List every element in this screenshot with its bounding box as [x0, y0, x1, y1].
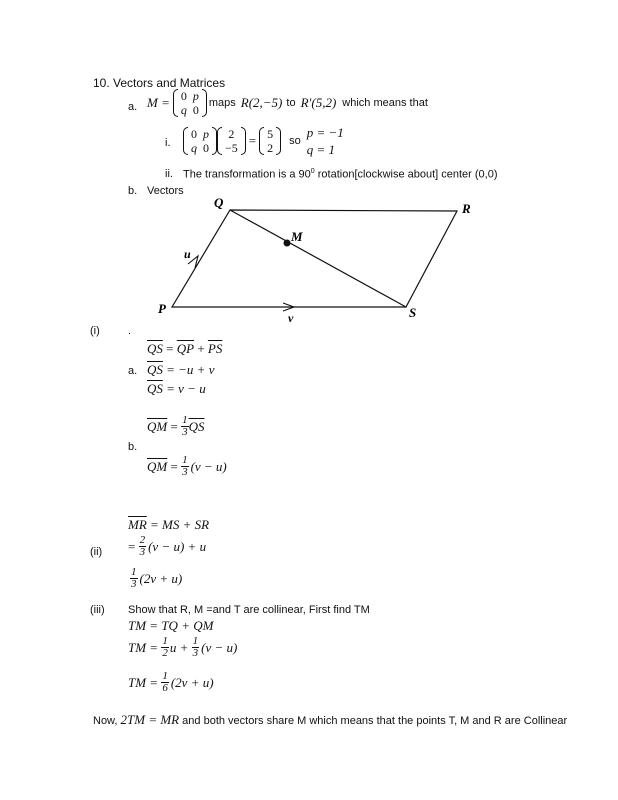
point-r: R(2,−5)	[240, 95, 283, 110]
qs-eq3-rhs: = v − u	[162, 381, 206, 396]
tm-eq3-lhs: TM =	[128, 674, 162, 690]
qp-vec: $\overline{QP}$	[176, 341, 195, 356]
sub-ii-text-before: The transformation is a 90	[183, 168, 311, 181]
fraction-one-third-4	[192, 636, 200, 659]
conclusion	[93, 712, 567, 728]
m2-a12: p	[203, 127, 209, 141]
mr-equation-3	[130, 567, 182, 590]
qs-eq1-equals: =	[162, 341, 177, 356]
sub-i-label: i.	[165, 137, 171, 149]
m2-a21: q	[191, 141, 197, 155]
fraction-one-third-3	[130, 567, 138, 590]
part-b-label: b.	[128, 185, 138, 197]
conclusion-text: and both vectors share M which means that the points T, M and R are Collinear	[179, 715, 568, 727]
frac2-num: 1	[182, 454, 188, 466]
m-a22: 0	[192, 103, 199, 117]
qs-eq1-plus: +	[194, 341, 208, 356]
point-m-dot	[284, 240, 291, 247]
sub-ii-text	[183, 168, 498, 181]
vector-r	[217, 127, 246, 155]
sub-ii-label: ii.	[165, 168, 173, 180]
qs-equation-2	[147, 362, 214, 378]
frac6-den: 3	[192, 647, 199, 659]
part-i-a-label: a.	[128, 365, 138, 377]
qm-equation-2	[147, 455, 227, 478]
point-r-prime: R′(5,2)	[300, 95, 337, 110]
part-i-b-label: b.	[128, 441, 138, 453]
tm-eq2-lhs: TM =	[128, 639, 162, 655]
m-equals: M =	[147, 95, 170, 110]
tm-equation-1: TM = TQ + QM	[128, 618, 214, 633]
maps-text: maps	[208, 97, 236, 109]
qs-equation-3	[147, 381, 206, 397]
frac5-den: 2	[162, 647, 168, 659]
conclusion-expr: 2TM = MR	[120, 712, 180, 727]
frac1-num: 1	[182, 414, 188, 426]
equals-sign: =	[248, 133, 257, 148]
label-m: M	[291, 229, 303, 244]
mr-equation-1	[128, 517, 209, 533]
label-v: v	[288, 311, 294, 325]
frac6-num: 1	[192, 635, 199, 647]
mr-eq3-rhs: (2v + u)	[139, 570, 183, 586]
sub-ii-text-after: rotation[clockwise about] center (0,0)	[314, 168, 498, 181]
m2-a11: 0	[191, 127, 197, 141]
parallelogram-diagram	[150, 190, 490, 330]
degree-superscript: 0	[310, 168, 315, 175]
part-i-dot: .	[128, 325, 132, 337]
label-s: S	[409, 305, 417, 320]
sub-i-equation	[183, 124, 344, 158]
part-a-label: a.	[128, 101, 138, 113]
frac7-num: 1	[162, 670, 168, 682]
mr-eq2-equals: =	[128, 538, 139, 554]
part-b-title: Vectors	[147, 185, 184, 197]
part-iii-text: Show that R, M =and T are collinear, First find TM	[128, 604, 370, 616]
frac4-den: 3	[131, 578, 137, 590]
frac1-den: 3	[182, 426, 188, 438]
fraction-one-third-2	[181, 455, 189, 478]
qm-vec-1: $\overline{QM}$	[147, 418, 168, 434]
qs-eq2-rhs: = −u + v	[162, 362, 215, 377]
q-value: q = 1	[306, 142, 336, 157]
mr-eq2-rhs: (v − u) + u	[148, 538, 207, 554]
parallelogram-outline	[172, 210, 457, 307]
so-text: so	[289, 135, 301, 147]
to-text: to	[286, 97, 296, 109]
frac3-den: 3	[139, 546, 146, 558]
fraction-one-half	[161, 636, 169, 659]
qm-eq2-rhs: (v − u)	[190, 458, 227, 474]
label-p: P	[158, 301, 166, 316]
matrix-m	[173, 89, 207, 117]
frac5-num: 1	[162, 635, 168, 647]
frac2-den: 3	[182, 466, 188, 478]
m-a11: 0	[180, 89, 187, 103]
matrix-m-2	[183, 127, 217, 155]
tm-equation-2	[128, 636, 237, 659]
frac7-den: 6	[162, 682, 168, 694]
part-i-label: (i)	[90, 325, 100, 337]
fraction-two-thirds	[139, 535, 147, 558]
mr-rhs: = MS + SR	[146, 517, 210, 532]
vec-r-2: −5	[225, 141, 238, 155]
vec-rp-2: 2	[267, 141, 274, 155]
qs-equation-1	[147, 341, 222, 357]
p-value: p = −1	[306, 125, 344, 140]
diagonal-qs	[230, 210, 406, 307]
label-u: u	[184, 247, 191, 261]
tm-eq2-rhs: (v − u)	[201, 639, 238, 655]
tm-equation-3	[128, 671, 214, 694]
ps-vec: $\overline{PS}$	[207, 341, 223, 356]
m-a12: p	[192, 89, 199, 103]
mr-vec: $\overline{MR}$	[128, 517, 147, 532]
conclusion-now: Now,	[93, 715, 121, 727]
qs-vec-3: $\overline{QS}$	[147, 381, 163, 396]
vector-r-prime	[259, 127, 281, 155]
which-means-text: which means that	[342, 97, 428, 109]
tm-eq2-mid: u +	[169, 639, 192, 655]
qm-vec-2: $\overline{QM}$	[147, 458, 168, 474]
part-a-statement	[147, 89, 428, 117]
fraction-one-sixth	[161, 671, 169, 694]
mr-equation-2	[128, 535, 206, 558]
m2-a22: 0	[203, 141, 209, 155]
vec-rp-1: 5	[267, 127, 274, 141]
label-q: Q	[214, 195, 224, 210]
qs-vec-1: $\overline{QS}$	[147, 341, 163, 356]
frac3-num: 2	[139, 534, 146, 546]
label-r: R	[462, 201, 471, 216]
part-ii-label: (ii)	[90, 546, 103, 558]
qs-vec-4: $\overline{QS}$	[188, 418, 205, 434]
frac4-num: 1	[131, 566, 137, 578]
section-title: 10. Vectors and Matrices	[93, 76, 226, 90]
tm-eq3-rhs: (2v + u)	[170, 674, 214, 690]
part-iii-label: (iii)	[90, 604, 105, 616]
fraction-one-third-1	[181, 415, 189, 438]
m-a21: q	[180, 103, 187, 117]
qm-eq1-equals: =	[167, 418, 182, 434]
pq-values	[307, 124, 344, 158]
qs-vec-2: $\overline{QS}$	[147, 362, 163, 377]
qm-eq2-equals: =	[167, 458, 182, 474]
vec-r-1: 2	[228, 127, 235, 141]
qm-equation-1	[147, 415, 204, 438]
